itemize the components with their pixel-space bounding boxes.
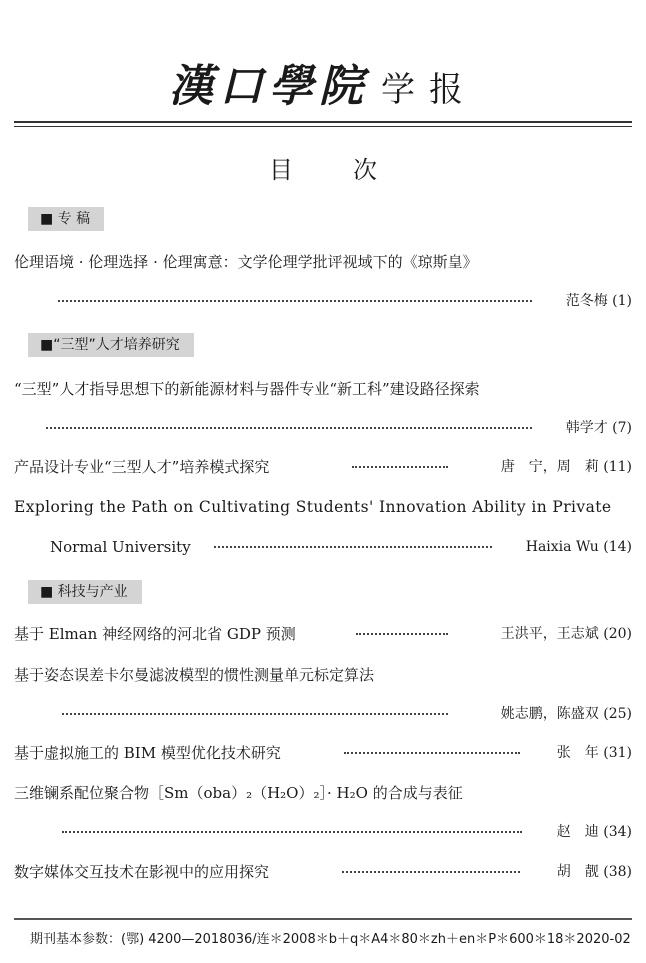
leader-dots — [352, 466, 448, 468]
entry-page: (38) — [603, 864, 632, 880]
entry-page: (14) — [603, 539, 632, 555]
entry-author-page — [501, 704, 632, 724]
entry-author-page — [566, 291, 632, 311]
leader-dots — [46, 427, 532, 429]
entry-title[interactable]: 三维镧系配位聚合物［Sm（oba）₂（H₂O）₂］· H₂O 的合成与表征 — [14, 784, 463, 802]
entry-page: (31) — [603, 745, 632, 761]
entry-title-continued: Normal University — [50, 538, 191, 556]
entry-author-page — [526, 537, 632, 557]
journal-suffix: 学报 — [381, 70, 477, 110]
entry-author: Haixia Wu — [525, 539, 599, 555]
journal-masthead — [0, 50, 646, 114]
leader-dots — [214, 546, 492, 548]
entry-page: (11) — [603, 459, 632, 475]
leader-dots — [62, 713, 448, 715]
leader-dots — [342, 871, 520, 873]
journal-brand: 漢口學院 — [169, 61, 369, 112]
entry-title[interactable]: 基于虚拟施工的 BIM 模型优化技术研究 — [14, 744, 281, 762]
entry-page: (20) — [603, 626, 632, 642]
entry-title[interactable]: “三型”人才指导思想下的新能源材料与器件专业“新工科”建设路径探索 — [14, 380, 480, 398]
entry-author-page — [501, 457, 632, 477]
footer-rule — [14, 918, 632, 920]
toc-title: 目次 — [269, 156, 437, 184]
entry-author-page — [557, 862, 632, 882]
entry-title[interactable]: 数字媒体交互技术在影视中的应用探究 — [14, 863, 270, 881]
section-header-special: ■ 专 稿 — [28, 207, 104, 231]
entry-title[interactable]: Exploring the Path on Cultivating Students' Innovation Ability in Private — [14, 498, 612, 516]
section-header-talent: ■“三型”人才培养研究 — [28, 333, 194, 357]
entry-author-page — [557, 743, 632, 763]
leader-dots — [58, 300, 532, 302]
entry-author-page — [566, 418, 632, 438]
entry-title[interactable]: 基于姿态误差卡尔曼滤波模型的惯性测量单元标定算法 — [14, 666, 375, 684]
entry-page: (34) — [603, 824, 632, 840]
journal-parameters: 期刊基本参数：(鄂) 4200—2018036/连＊2008＊b＋q＊A4＊80＊zh＋en＊P＊600＊18＊2020-02 — [30, 932, 631, 947]
entry-author: 韩学才 — [565, 420, 608, 436]
entry-page: (1) — [612, 293, 632, 309]
entry-author: 胡 靓 — [556, 864, 599, 880]
entry-author: 范冬梅 — [565, 293, 608, 309]
entry-author-page — [501, 624, 632, 644]
header-rule-thin — [14, 126, 632, 127]
entry-author: 唐 宁，周 莉 — [500, 459, 599, 475]
leader-dots — [356, 633, 448, 635]
leader-dots — [344, 752, 520, 754]
entry-page: (25) — [603, 706, 632, 722]
entry-author: 王洪平，王志斌 — [500, 626, 599, 642]
entry-author: 姚志鹏，陈盛双 — [500, 706, 599, 722]
header-rule — [14, 121, 632, 123]
entry-page: (7) — [612, 420, 632, 436]
entry-author: 赵 迪 — [556, 824, 599, 840]
entry-title[interactable]: 基于 Elman 神经网络的河北省 GDP 预测 — [14, 625, 296, 643]
leader-dots — [62, 831, 522, 833]
section-header-tech: ■ 科技与产业 — [28, 580, 142, 604]
entry-author-page — [557, 822, 632, 842]
entry-title[interactable]: 伦理语境 · 伦理选择 · 伦理寓意：文学伦理学批评视域下的《琼斯皇》 — [14, 253, 478, 271]
entry-author: 张 年 — [556, 745, 599, 761]
entry-title[interactable]: 产品设计专业“三型人才”培养模式探究 — [14, 458, 270, 476]
